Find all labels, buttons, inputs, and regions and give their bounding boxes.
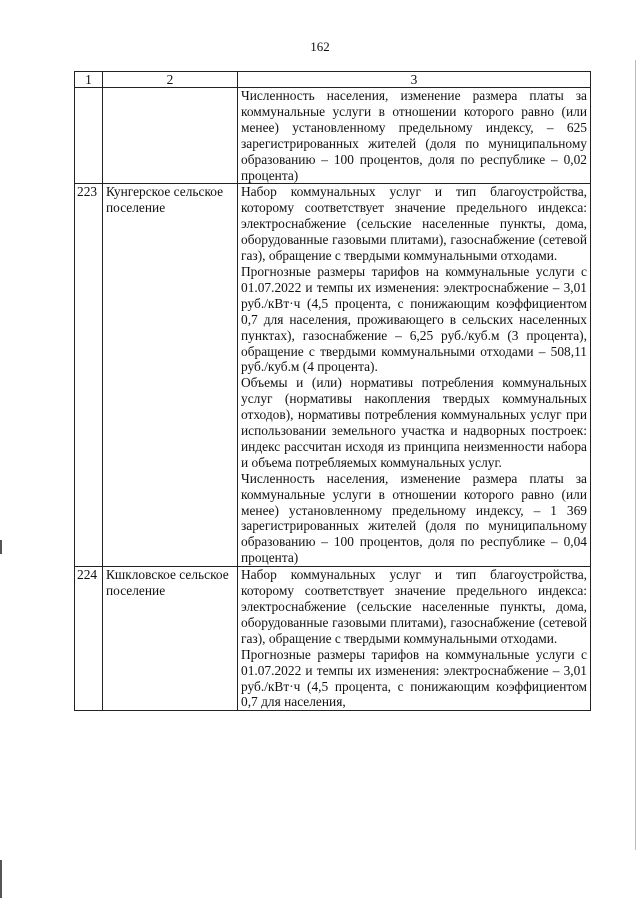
scan-artifact-mark <box>0 540 2 554</box>
scan-artifact-mark <box>0 860 2 898</box>
description-cell <box>238 88 591 184</box>
row-number: 224 <box>75 567 103 711</box>
description-paragraph: Объемы и (или) нормативы потребления коммунальных услуг (нормативы накопления твердых коммунальных отходов), нормативы потребления коммунальных услуг при использовании земельного участка и надворных построек: индекс рассчитан исходя из принципа неизменности набора и объема потребляемых коммунальных услуг. <box>241 375 587 470</box>
municipality-name <box>103 88 238 184</box>
municipality-name: Кунгерское сельское поселение <box>103 184 238 567</box>
column-header: 2 <box>103 72 238 88</box>
page-number: 162 <box>310 39 330 54</box>
description-paragraph: Прогнозные размеры тарифов на коммунальные услуги с 01.07.2022 и темпы их изменения: электроснабжение – 3,01 руб./кВт·ч (4,5 процента, с понижающим коэффициентом 0,7 для населения, проживающего в сельских населенных пунктах), газоснабжение – 6,25 руб./куб.м (3 процента), обращение с твердыми коммунальными отходами – 508,11 руб./куб.м (4 процента). <box>241 263 587 375</box>
row-number <box>75 88 103 184</box>
description-cell <box>238 567 591 711</box>
table-row <box>75 567 591 711</box>
description-paragraph: Численность населения, изменение размера платы за коммунальные услуги в отношении которого равно (или менее) установленному предельному индексу, – 1 369 зарегистрированных жителей (доля по муниципальному образованию – 100 процентов, доля по республике – 0,04 процента) <box>241 470 587 566</box>
table-header-row <box>75 72 591 88</box>
description-paragraph: Прогнозные размеры тарифов на коммунальные услуги с 01.07.2022 и темпы их изменения: электроснабжение – 3,01 руб./кВт·ч (4,5 процента, с понижающим коэффициентом 0,7 для населения, <box>241 646 587 710</box>
description-paragraph: Численность населения, изменение размера платы за коммунальные услуги в отношении которого равно (или менее) установленному предельному индексу, – 625 зарегистрированных жителей (доля по муниципальному образованию – 100 процентов, доля по республике – 0,02 процента) <box>241 88 587 183</box>
description-cell <box>238 184 591 567</box>
municipality-name: Кшкловское сельское поселение <box>103 567 238 711</box>
column-header: 3 <box>238 72 591 88</box>
table-row <box>75 184 591 567</box>
page-edge-line <box>635 60 636 850</box>
description-paragraph: Набор коммунальных услуг и тип благоустройства, которому соответствует значение предельного индекса: электроснабжение (сельские населенные пункты, дома, оборудованные газовыми плитами), газоснабжение (сетевой газ), обращение с твердыми коммунальными отходами. <box>241 567 587 646</box>
description-paragraph: Набор коммунальных услуг и тип благоустройства, которому соответствует значение предельного индекса: электроснабжение (сельские населенные пункты, дома, оборудованные газовыми плитами), газоснабжение (сетевой газ), обращение с твердыми коммунальными отходами. <box>241 184 587 264</box>
data-table <box>74 71 591 711</box>
table-row <box>75 88 591 184</box>
row-number: 223 <box>75 184 103 567</box>
column-header: 1 <box>75 72 103 88</box>
